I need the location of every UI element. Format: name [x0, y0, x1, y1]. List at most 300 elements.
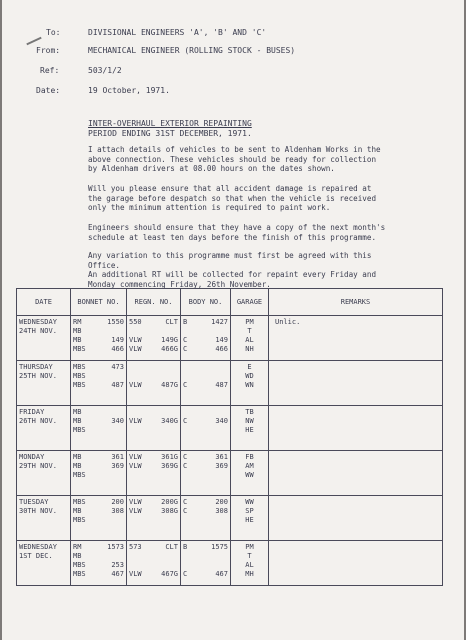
- body_t-value: [183, 363, 193, 372]
- bonnet-column: [95, 498, 124, 534]
- regn-cell: [127, 406, 181, 451]
- garage-value: E: [247, 363, 252, 371]
- remarks-cell: [269, 361, 443, 406]
- body_t-value: [183, 480, 193, 489]
- col-header-garage: GARAGE: [231, 289, 269, 316]
- regn_n-column: [151, 498, 178, 534]
- body_n-column: [195, 498, 228, 534]
- bonnet-value: 149: [111, 336, 124, 344]
- paragraph-line: Monday commencing Friday, 26th November.: [88, 279, 271, 289]
- bonnet-value: [95, 516, 124, 525]
- body_n-column: [195, 453, 228, 489]
- regn_n-value: [151, 426, 178, 435]
- date-value: FRIDAY: [19, 408, 45, 416]
- bonnet-value: 473: [111, 363, 124, 371]
- regn_p-column: [129, 543, 149, 579]
- regn_p-value: [129, 327, 149, 336]
- regn_n-value: [151, 327, 178, 336]
- garage-column: [233, 543, 266, 579]
- remarks-value: [271, 408, 275, 416]
- garage-value: [233, 435, 266, 444]
- garage-value: NH: [245, 345, 254, 353]
- regn_n-value: [151, 480, 178, 489]
- type-column: [73, 363, 93, 399]
- garage-value: PM: [245, 318, 254, 326]
- type-value: [73, 480, 93, 489]
- body_n-column: [195, 543, 228, 579]
- bonnet-value: [95, 552, 124, 561]
- type-value: MB: [73, 327, 82, 335]
- body_n-value: 467: [215, 570, 228, 578]
- regn-cell: [127, 496, 181, 541]
- garage-value: WW: [245, 498, 254, 506]
- body_n-value: [195, 372, 228, 381]
- bonnet-value: 1573: [107, 543, 124, 551]
- regn_p-column: [129, 408, 149, 444]
- regn_p-value: 550: [129, 318, 142, 326]
- garage-column: [233, 453, 266, 489]
- regn_p-value: [129, 552, 149, 561]
- remarks-value: [271, 363, 275, 371]
- garage-cell: [231, 361, 269, 406]
- type-value: MB: [73, 462, 82, 470]
- bonnet-column: [95, 318, 124, 354]
- regn_p-column: [129, 318, 149, 354]
- type-value: MB: [73, 453, 82, 461]
- body_t-value: [183, 408, 193, 417]
- body_t-value: C: [183, 498, 188, 506]
- type-value: MB: [73, 408, 82, 416]
- garage-column: [233, 498, 266, 534]
- type-column: [73, 498, 93, 534]
- type-value: MBS: [73, 516, 86, 524]
- date-value: 24TH NOV.: [19, 327, 57, 335]
- body_t-value: C: [183, 381, 188, 389]
- garage-cell: [231, 451, 269, 496]
- paragraph-line: Will you please ensure that all accident damage is repaired at: [88, 184, 372, 193]
- body_n-value: [195, 480, 228, 489]
- garage-cell: [231, 496, 269, 541]
- date-column: [19, 408, 68, 426]
- type-value: MBS: [73, 372, 86, 380]
- bonnet-cell: [71, 541, 127, 586]
- ref-label: Ref:: [40, 66, 60, 75]
- type-column: [73, 453, 93, 489]
- regn-cell: [127, 541, 181, 586]
- garage-value: T: [247, 327, 252, 335]
- garage-value: PM: [245, 543, 254, 551]
- regn_p-value: [129, 561, 149, 570]
- regn_n-value: CLT: [165, 543, 178, 551]
- table-row: [17, 406, 443, 451]
- regn_n-column: [151, 408, 178, 444]
- type-column: [73, 408, 93, 444]
- body_n-value: 487: [215, 381, 228, 389]
- regn_n-column: [151, 543, 178, 579]
- garage-value: HE: [245, 516, 254, 524]
- bonnet-value: [95, 525, 124, 534]
- bonnet-column: [95, 363, 124, 399]
- bonnet-column: [95, 453, 124, 489]
- paragraph-line: Office.: [88, 260, 121, 270]
- regn_n-value: [151, 561, 178, 570]
- date-value: 26TH NOV.: [19, 417, 57, 425]
- body_n-value: [195, 552, 228, 561]
- type-value: [73, 525, 93, 534]
- regn_n-value: [151, 471, 178, 480]
- paragraph-line: I attach details of vehicles to be sent to Aldenham Works in the: [88, 145, 381, 154]
- regn_p-value: VLW: [129, 345, 142, 353]
- body_n-value: 308: [215, 507, 228, 515]
- title-line-1: INTER-OVERHAUL EXTERIOR REPAINTING: [88, 119, 252, 128]
- regn_p-value: 573: [129, 543, 142, 551]
- body_t-value: C: [183, 336, 188, 344]
- body_t-column: [183, 408, 193, 444]
- table-row: [17, 451, 443, 496]
- remarks-cell: [269, 316, 443, 361]
- schedule-table: [16, 288, 443, 586]
- date-cell: [17, 496, 71, 541]
- type-value: MBS: [73, 363, 86, 371]
- paragraph-line: the garage before despatch so that when the vehicle is received: [88, 193, 377, 203]
- body_t-column: [183, 498, 193, 534]
- regn_n-value: 340G: [161, 417, 178, 425]
- body-cell: [181, 406, 231, 451]
- paragraph-line: An additional RT will be collected for repaint every Friday and: [88, 270, 377, 280]
- paragraph-4: [88, 251, 396, 289]
- garage-value: [233, 390, 266, 399]
- body_t-value: C: [183, 453, 188, 461]
- date-value: 19 October, 1971.: [88, 86, 170, 95]
- garage-value: AM: [245, 462, 254, 470]
- regn-cell: [127, 361, 181, 406]
- table-row: [17, 316, 443, 361]
- col-header-bonnet: BONNET NO.: [71, 289, 127, 316]
- regn-cell: [127, 451, 181, 496]
- regn_n-value: 149G: [161, 336, 178, 344]
- type-column: [73, 318, 93, 354]
- body_n-value: 200: [215, 498, 228, 506]
- date-cell: [17, 541, 71, 586]
- type-value: RM: [73, 543, 82, 551]
- garage-value: SP: [245, 507, 254, 515]
- garage-value: FB: [245, 453, 254, 461]
- type-column: [73, 543, 93, 579]
- body_n-value: 369: [215, 462, 228, 470]
- body_n-value: 1427: [211, 318, 228, 326]
- regn_p-value: [129, 426, 149, 435]
- bonnet-value: [95, 408, 124, 417]
- body_t-value: C: [183, 345, 188, 353]
- regn_n-value: 308G: [161, 507, 178, 515]
- garage-value: T: [247, 552, 252, 560]
- bonnet-value: 466: [111, 345, 124, 353]
- regn_n-value: [151, 435, 178, 444]
- regn_p-column: [129, 363, 149, 399]
- type-value: MB: [73, 507, 82, 515]
- date-value: 1ST DEC.: [19, 552, 53, 560]
- from-label: From:: [36, 46, 61, 55]
- paragraph-line: only the minimum attention is required to paint work.: [88, 203, 331, 213]
- garage-column: [233, 408, 266, 444]
- body_n-value: 149: [215, 336, 228, 344]
- body-cell: [181, 361, 231, 406]
- type-value: MBS: [73, 561, 86, 569]
- garage-value: WW: [245, 471, 254, 479]
- bonnet-value: 340: [111, 417, 124, 425]
- paragraph-line: by Aldenham drivers at 08.00 hours on the dates shown.: [88, 164, 335, 174]
- bonnet-value: 308: [111, 507, 124, 515]
- body_t-value: C: [183, 507, 188, 515]
- date-value: 30TH NOV.: [19, 507, 57, 515]
- col-header-body: BODY NO.: [181, 289, 231, 316]
- regn_n-column: [151, 363, 178, 399]
- bonnet-cell: [71, 316, 127, 361]
- date-value: MONDAY: [19, 453, 45, 461]
- regn_n-value: [151, 363, 178, 372]
- body_n-value: [195, 363, 228, 372]
- date-value: 25TH NOV.: [19, 372, 57, 380]
- body_t-value: [183, 471, 193, 480]
- garage-cell: [231, 316, 269, 361]
- regn_n-value: 487G: [161, 381, 178, 389]
- regn_n-value: 466G: [161, 345, 178, 353]
- body_n-value: [195, 408, 228, 417]
- regn_p-value: VLW: [129, 417, 142, 425]
- body_t-value: [183, 516, 193, 525]
- bonnet-value: [95, 426, 124, 435]
- regn_n-value: CLT: [165, 318, 178, 326]
- type-value: MBS: [73, 570, 86, 578]
- regn_p-column: [129, 498, 149, 534]
- col-header-regn: REGN. NO.: [127, 289, 181, 316]
- remarks-value: [271, 498, 275, 506]
- body-cell: [181, 496, 231, 541]
- garage-value: AL: [245, 336, 254, 344]
- bonnet-value: [95, 390, 124, 399]
- regn_n-column: [151, 453, 178, 489]
- title-line-2: PERIOD ENDING 31ST DECEMBER, 1971.: [88, 129, 252, 138]
- date-cell: [17, 316, 71, 361]
- regn_n-value: 467G: [161, 570, 178, 578]
- date-value: WEDNESDAY: [19, 318, 57, 326]
- regn_p-value: [129, 363, 149, 372]
- date-column: [19, 498, 68, 516]
- body_t-value: B: [183, 543, 188, 551]
- body_n-value: 1575: [211, 543, 228, 551]
- memo-title: [88, 119, 252, 139]
- regn_n-value: 361G: [161, 453, 178, 461]
- paragraph-3: [88, 223, 396, 242]
- regn_n-value: [151, 408, 178, 417]
- type-value: [73, 390, 93, 399]
- paragraph-2: [88, 184, 396, 213]
- paragraph-line: above connection. These vehicles should be ready for collection: [88, 154, 377, 164]
- body_t-value: C: [183, 462, 188, 470]
- regn_n-value: [151, 525, 178, 534]
- date-column: [19, 453, 68, 471]
- regn_p-value: [129, 435, 149, 444]
- regn_p-value: [129, 390, 149, 399]
- garage-value: WD: [245, 372, 254, 380]
- date-value: 29TH NOV.: [19, 462, 57, 470]
- date-value: TUESDAY: [19, 498, 49, 506]
- regn-cell: [127, 316, 181, 361]
- regn_p-value: VLW: [129, 498, 142, 506]
- date-column: [19, 318, 68, 336]
- bonnet-value: [95, 435, 124, 444]
- bonnet-value: 200: [111, 498, 124, 506]
- regn_p-value: [129, 516, 149, 525]
- remarks-cell: [269, 496, 443, 541]
- body_n-column: [195, 363, 228, 399]
- type-value: MB: [73, 336, 82, 344]
- bonnet-value: 487: [111, 381, 124, 389]
- regn_n-column: [151, 318, 178, 354]
- date-value: THURSDAY: [19, 363, 53, 371]
- body_t-value: [183, 327, 193, 336]
- bonnet-value: 253: [111, 561, 124, 569]
- body_n-value: [195, 390, 228, 399]
- bonnet-value: 467: [111, 570, 124, 578]
- bonnet-column: [95, 543, 124, 579]
- body_n-value: [195, 327, 228, 336]
- regn_p-value: [129, 408, 149, 417]
- date-cell: [17, 361, 71, 406]
- body_n-value: [195, 426, 228, 435]
- regn_n-value: 369G: [161, 462, 178, 470]
- body_n-value: [195, 525, 228, 534]
- bonnet-cell: [71, 361, 127, 406]
- body_t-value: [183, 525, 193, 534]
- body_n-value: [195, 471, 228, 480]
- date-cell: [17, 451, 71, 496]
- body_t-value: [183, 435, 193, 444]
- ref-value: 503/1/2: [88, 66, 122, 75]
- date-column: [19, 363, 68, 381]
- body-cell: [181, 316, 231, 361]
- body_t-value: [183, 390, 193, 399]
- regn_p-value: VLW: [129, 381, 142, 389]
- body_t-value: B: [183, 318, 188, 326]
- body_t-value: [183, 426, 193, 435]
- type-value: MBS: [73, 426, 86, 434]
- body_n-value: 466: [215, 345, 228, 353]
- remarks-cell: [269, 406, 443, 451]
- to-value: DIVISIONAL ENGINEERS 'A', 'B' AND 'C': [88, 28, 267, 37]
- regn_p-value: VLW: [129, 336, 142, 344]
- table-row: [17, 541, 443, 586]
- type-value: RM: [73, 318, 82, 326]
- to-label: To:: [46, 28, 61, 37]
- body_t-column: [183, 543, 193, 579]
- table-row: [17, 496, 443, 541]
- type-value: MB: [73, 552, 82, 560]
- body_t-column: [183, 453, 193, 489]
- type-value: MBS: [73, 498, 86, 506]
- body_n-column: [195, 318, 228, 354]
- body_n-value: 340: [215, 417, 228, 425]
- regn_n-value: [151, 372, 178, 381]
- remarks-value: [271, 453, 275, 461]
- remarks-value: Unlic.: [275, 318, 301, 326]
- garage-column: [233, 363, 266, 399]
- paragraph-1: [88, 145, 396, 174]
- type-value: [73, 435, 93, 444]
- regn_n-value: 200G: [161, 498, 178, 506]
- table-row: [17, 361, 443, 406]
- body_n-value: [195, 516, 228, 525]
- garage-cell: [231, 541, 269, 586]
- garage-cell: [231, 406, 269, 451]
- type-value: MB: [73, 417, 82, 425]
- regn_p-value: [129, 372, 149, 381]
- body-cell: [181, 451, 231, 496]
- regn_p-value: VLW: [129, 462, 142, 470]
- date-column: [19, 543, 68, 561]
- paragraph-line: Any variation to this programme must first be agreed with this: [88, 251, 372, 260]
- date-value: WEDNESDAY: [19, 543, 57, 551]
- garage-value: MH: [245, 570, 254, 578]
- regn_p-value: VLW: [129, 507, 142, 515]
- table-header-row: [17, 289, 443, 316]
- body_t-column: [183, 363, 193, 399]
- remarks-cell: [269, 451, 443, 496]
- body_n-value: 361: [215, 453, 228, 461]
- paragraph-line: schedule at least ten days before the finish of this programme.: [88, 232, 377, 242]
- garage-value: HE: [245, 426, 254, 434]
- garage-value: TB: [245, 408, 254, 416]
- garage-column: [233, 318, 266, 354]
- regn_p-value: VLW: [129, 570, 142, 578]
- body_t-value: [183, 561, 193, 570]
- garage-value: [233, 480, 266, 489]
- regn_p-value: VLW: [129, 453, 142, 461]
- col-header-date: DATE: [17, 289, 71, 316]
- garage-value: NW: [245, 417, 254, 425]
- regn_n-value: [151, 516, 178, 525]
- regn_p-value: [129, 471, 149, 480]
- date-cell: [17, 406, 71, 451]
- bonnet-value: [95, 327, 124, 336]
- bonnet-value: 361: [111, 453, 124, 461]
- body_t-value: [183, 552, 193, 561]
- garage-value: AL: [245, 561, 254, 569]
- body_t-column: [183, 318, 193, 354]
- body-cell: [181, 541, 231, 586]
- type-value: MBS: [73, 381, 86, 389]
- bonnet-value: [95, 372, 124, 381]
- type-value: MBS: [73, 345, 86, 353]
- body_n-value: [195, 435, 228, 444]
- type-value: MBS: [73, 471, 86, 479]
- bonnet-value: [95, 480, 124, 489]
- garage-value: WN: [245, 381, 254, 389]
- date-label: Date:: [36, 86, 61, 95]
- regn_n-value: [151, 552, 178, 561]
- regn_p-column: [129, 453, 149, 489]
- from-value: MECHANICAL ENGINEER (ROLLING STOCK - BUSES): [88, 46, 296, 55]
- bonnet-cell: [71, 496, 127, 541]
- bonnet-value: [95, 471, 124, 480]
- remarks-cell: [269, 541, 443, 586]
- body_n-column: [195, 408, 228, 444]
- bonnet-cell: [71, 406, 127, 451]
- bonnet-value: 369: [111, 462, 124, 470]
- body_t-value: [183, 372, 193, 381]
- bonnet-column: [95, 408, 124, 444]
- body_t-value: C: [183, 417, 188, 425]
